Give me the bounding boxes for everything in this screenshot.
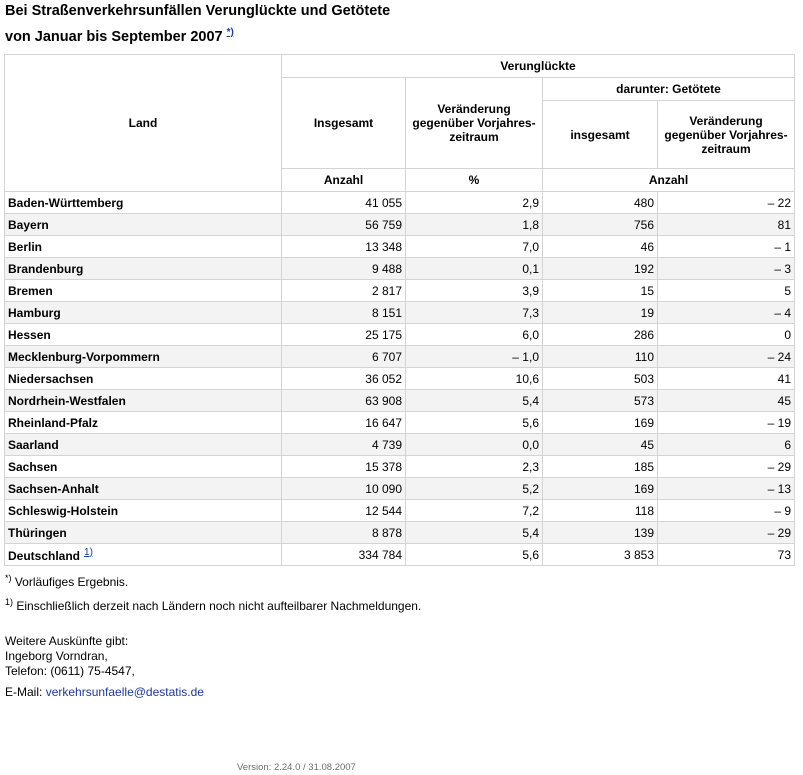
cell-land-value: Mecklenburg-Vorpommern (8, 349, 160, 364)
table-row (5, 280, 795, 302)
cell-insgesamt (282, 192, 406, 214)
cell-veraenderung-value: 5,2 (522, 481, 539, 496)
header-verunglueckte: Verunglückte (282, 55, 795, 78)
contact-info (5, 634, 204, 700)
cell-getoetete-veraenderung-value: – 3 (774, 261, 791, 276)
cell-getoetete-veraenderung-value: 81 (777, 217, 791, 232)
cell-land-value: Saarland (8, 437, 59, 452)
table-body (5, 192, 795, 566)
cell-land-value: Bremen (8, 283, 53, 298)
cell-getoetete-value: 192 (633, 261, 654, 276)
table-row (5, 258, 795, 280)
cell-getoetete-veraenderung (658, 478, 795, 500)
cell-veraenderung-value: 2,3 (522, 459, 539, 474)
cell-veraenderung-value: 1,8 (522, 217, 539, 232)
table-row-total (5, 544, 795, 566)
table-row (5, 324, 795, 346)
cell-getoetete-value: 110 (634, 349, 654, 364)
cell-veraenderung-value: 0,0 (522, 437, 539, 452)
footnotes (5, 568, 421, 616)
cell-getoetete-veraenderung (658, 522, 795, 544)
title-line-1: Bei Straßenverkehrsunfällen Verunglückte und Getötete (5, 3, 391, 19)
cell-getoetete-veraenderung-value: 5 (784, 283, 791, 298)
cell-land (5, 324, 282, 346)
cell-getoetete-value: 169 (633, 415, 654, 430)
cell-insgesamt-value: 6 707 (371, 349, 402, 364)
cell-insgesamt-value: 41 055 (365, 195, 402, 210)
cell-getoetete-veraenderung (658, 346, 795, 368)
cell-insgesamt (282, 214, 406, 236)
contact-email-line (5, 685, 204, 700)
cell-getoetete-veraenderung-value: – 19 (767, 415, 791, 430)
cell-veraenderung-value: 3,9 (522, 283, 539, 298)
cell-land-value: Niedersachsen (8, 371, 94, 386)
cell-insgesamt-value: 10 090 (365, 481, 402, 496)
footnote-mark: *) (5, 573, 12, 583)
header-land: Land (5, 55, 282, 192)
cell-land (5, 412, 282, 434)
title-line-2: von Januar bis September 2007 (5, 28, 223, 45)
cell-veraenderung (406, 456, 543, 478)
table-row (5, 192, 795, 214)
footnote-text: Vorläufiges Ergebnis. (14, 575, 129, 589)
cell-insgesamt (282, 258, 406, 280)
cell-insgesamt (282, 478, 406, 500)
cell-veraenderung (406, 412, 543, 434)
cell-veraenderung (406, 192, 543, 214)
cell-veraenderung (406, 258, 543, 280)
footnote-1 (5, 568, 421, 592)
cell-getoetete (543, 280, 658, 302)
cell-insgesamt (282, 412, 406, 434)
cell-getoetete-veraenderung (658, 434, 795, 456)
cell-getoetete (543, 368, 658, 390)
cell-getoetete (543, 236, 658, 258)
cell-land (5, 214, 282, 236)
cell-getoetete-veraenderung-value: – 4 (774, 305, 791, 320)
cell-insgesamt (282, 544, 406, 566)
cell-land-value: Hamburg (8, 305, 61, 320)
cell-getoetete-veraenderung (658, 280, 795, 302)
table-row (5, 390, 795, 412)
header-insgesamt: Insgesamt (282, 78, 406, 169)
cell-getoetete-value: 46 (640, 239, 654, 254)
table-row (5, 368, 795, 390)
cell-insgesamt-value: 12 544 (365, 503, 402, 518)
cell-getoetete (543, 412, 658, 434)
cell-insgesamt-value: 13 348 (365, 239, 402, 254)
cell-veraenderung-value: 6,0 (522, 327, 539, 342)
cell-getoetete-veraenderung-value: 41 (777, 371, 791, 386)
cell-getoetete-value: 185 (633, 459, 654, 474)
cell-veraenderung (406, 368, 543, 390)
cell-getoetete-veraenderung-value: – 24 (767, 349, 791, 364)
cell-land (5, 500, 282, 522)
cell-getoetete (543, 346, 658, 368)
page-title (5, 1, 390, 48)
cell-getoetete-veraenderung (658, 258, 795, 280)
cell-veraenderung-value: 5,4 (522, 393, 539, 408)
header-darunter-getoetete: darunter: Getötete (543, 78, 795, 101)
cell-insgesamt (282, 280, 406, 302)
cell-insgesamt (282, 390, 406, 412)
cell-getoetete-value: 756 (633, 217, 654, 232)
table-row (5, 236, 795, 258)
cell-getoetete-veraenderung-value: 45 (777, 393, 791, 408)
cell-land-value: Rheinland-Pfalz (8, 415, 99, 430)
cell-veraenderung (406, 302, 543, 324)
cell-insgesamt (282, 456, 406, 478)
cell-land (5, 544, 282, 566)
cell-getoetete-veraenderung (658, 214, 795, 236)
cell-getoetete (543, 544, 658, 566)
cell-getoetete-veraenderung (658, 390, 795, 412)
unit-anzahl: Anzahl (282, 169, 406, 192)
cell-insgesamt-value: 8 151 (371, 305, 402, 320)
cell-veraenderung-value: 0,1 (522, 261, 539, 276)
cell-land (5, 478, 282, 500)
cell-getoetete-veraenderung (658, 236, 795, 258)
cell-insgesamt (282, 346, 406, 368)
cell-veraenderung-value: 10,6 (515, 371, 539, 386)
cell-getoetete-value: 15 (640, 283, 654, 298)
table-row (5, 500, 795, 522)
cell-insgesamt-value: 8 878 (371, 525, 402, 540)
cell-land-value: Sachsen-Anhalt (8, 481, 99, 496)
cell-veraenderung (406, 478, 543, 500)
cell-insgesamt-value: 334 784 (358, 547, 402, 562)
email-label: E-Mail: (5, 685, 43, 699)
cell-veraenderung (406, 280, 543, 302)
cell-land (5, 192, 282, 214)
cell-insgesamt-value: 16 647 (365, 415, 402, 430)
unit-percent: % (406, 169, 543, 192)
cell-getoetete-value: 503 (633, 371, 654, 386)
cell-getoetete-value: 19 (640, 305, 654, 320)
header-veraenderung: Veränderung gegenüber Vorjahres-zeitraum (406, 78, 543, 169)
cell-getoetete-veraenderung-value: – 29 (767, 525, 791, 540)
cell-land (5, 258, 282, 280)
cell-getoetete-value: 480 (633, 195, 654, 210)
cell-veraenderung-value: 2,9 (522, 195, 539, 210)
cell-insgesamt-value: 15 378 (365, 459, 402, 474)
cell-getoetete-veraenderung (658, 544, 795, 566)
cell-veraenderung (406, 434, 543, 456)
cell-insgesamt (282, 522, 406, 544)
cell-insgesamt-value: 36 052 (365, 371, 402, 386)
cell-getoetete (543, 324, 658, 346)
cell-getoetete-value: 3 853 (623, 547, 654, 562)
cell-getoetete-veraenderung-value: 0 (784, 327, 791, 342)
table-row (5, 456, 795, 478)
cell-land (5, 456, 282, 478)
cell-getoetete-veraenderung-value: 6 (784, 437, 791, 452)
cell-land (5, 434, 282, 456)
cell-getoetete-veraenderung-value: 73 (777, 547, 791, 562)
cell-insgesamt-value: 2 817 (371, 283, 402, 298)
cell-getoetete (543, 390, 658, 412)
cell-getoetete (543, 478, 658, 500)
cell-veraenderung-value: 7,2 (522, 503, 539, 518)
cell-veraenderung (406, 544, 543, 566)
cell-getoetete-veraenderung-value: – 13 (767, 481, 791, 496)
cell-veraenderung (406, 390, 543, 412)
cell-veraenderung (406, 522, 543, 544)
cell-getoetete-veraenderung (658, 302, 795, 324)
cell-insgesamt (282, 302, 406, 324)
cell-land-value: Thüringen (8, 525, 67, 540)
cell-veraenderung-value: 5,4 (522, 525, 539, 540)
cell-land (5, 236, 282, 258)
table-row (5, 302, 795, 324)
cell-veraenderung-value: 7,0 (522, 239, 539, 254)
cell-getoetete-veraenderung-value: – 22 (767, 195, 791, 210)
cell-getoetete-veraenderung (658, 324, 795, 346)
cell-getoetete-veraenderung (658, 412, 795, 434)
cell-insgesamt-value: 9 488 (371, 261, 402, 276)
cell-land (5, 522, 282, 544)
cell-land-value: Baden-Württemberg (8, 195, 124, 210)
table-row (5, 412, 795, 434)
cell-veraenderung (406, 214, 543, 236)
cell-land (5, 346, 282, 368)
cell-veraenderung-value: – 1,0 (512, 349, 539, 364)
header-getoetete-insgesamt: insgesamt (543, 101, 658, 169)
cell-getoetete-veraenderung (658, 192, 795, 214)
version-text: Version: 2.24.0 / 31.08.2007 (237, 762, 356, 773)
cell-getoetete (543, 522, 658, 544)
footnote-2 (5, 592, 421, 616)
cell-insgesamt-value: 4 739 (371, 437, 402, 452)
footnote-mark: 1) (5, 597, 14, 607)
table-row (5, 214, 795, 236)
cell-getoetete-veraenderung-value: – 9 (774, 503, 791, 518)
cell-land-value: Deutschland (8, 548, 81, 563)
accident-table (4, 54, 795, 566)
table-row (5, 346, 795, 368)
contact-phone: Telefon: (0611) 75-4547, (5, 664, 135, 678)
cell-land-value: Berlin (8, 239, 43, 254)
cell-getoetete-veraenderung-value: – 29 (767, 459, 791, 474)
cell-land-value: Brandenburg (8, 261, 84, 276)
cell-insgesamt-value: 63 908 (365, 393, 402, 408)
cell-land-value: Nordrhein-Westfalen (8, 393, 126, 408)
cell-land (5, 302, 282, 324)
cell-getoetete-value: 169 (633, 481, 654, 496)
cell-land (5, 280, 282, 302)
cell-getoetete-value: 286 (633, 327, 654, 342)
cell-land (5, 390, 282, 412)
title-footnote-link[interactable]: *) (226, 27, 234, 38)
cell-land (5, 368, 282, 390)
unit-anzahl-getoetete: Anzahl (543, 169, 795, 192)
cell-insgesamt-value: 56 759 (365, 217, 402, 232)
cell-getoetete (543, 214, 658, 236)
table-row (5, 478, 795, 500)
cell-getoetete-value: 118 (634, 503, 654, 518)
cell-veraenderung (406, 324, 543, 346)
cell-getoetete (543, 258, 658, 280)
cell-insgesamt-value: 25 175 (365, 327, 402, 342)
cell-land-value: Schleswig-Holstein (8, 503, 119, 518)
cell-getoetete-veraenderung (658, 368, 795, 390)
cell-land-value: Hessen (8, 327, 51, 342)
cell-veraenderung-value: 7,3 (522, 305, 539, 320)
cell-insgesamt (282, 368, 406, 390)
cell-insgesamt (282, 500, 406, 522)
cell-getoetete-value: 139 (633, 525, 654, 540)
cell-getoetete-value: 573 (633, 393, 654, 408)
table-row (5, 522, 795, 544)
header-getoetete-veraenderung: Veränderung gegenüber Vorjahres-zeitraum (658, 101, 795, 169)
cell-veraenderung (406, 500, 543, 522)
cell-getoetete-veraenderung (658, 456, 795, 478)
cell-getoetete (543, 434, 658, 456)
cell-veraenderung-value: 5,6 (522, 547, 539, 562)
cell-veraenderung (406, 236, 543, 258)
cell-insgesamt (282, 236, 406, 258)
cell-getoetete (543, 500, 658, 522)
cell-getoetete (543, 456, 658, 478)
cell-getoetete-veraenderung (658, 500, 795, 522)
total-footnote-link[interactable]: 1) (84, 546, 93, 558)
cell-insgesamt (282, 324, 406, 346)
cell-getoetete (543, 302, 658, 324)
cell-getoetete-veraenderung-value: – 1 (774, 239, 791, 254)
cell-land-value: Bayern (8, 217, 49, 232)
cell-land-value: Sachsen (8, 459, 58, 474)
contact-name: Ingeborg Vorndran, (5, 649, 108, 663)
contact-heading: Weitere Auskünfte gibt: (5, 634, 129, 648)
cell-insgesamt (282, 434, 406, 456)
email-link[interactable]: verkehrsunfaelle@destatis.de (45, 685, 204, 699)
footnote-text: Einschließlich derzeit nach Ländern noch nicht aufteilbarer Nachmeldungen. (16, 599, 422, 613)
cell-veraenderung-value: 5,6 (522, 415, 539, 430)
table-row (5, 434, 795, 456)
cell-getoetete (543, 192, 658, 214)
cell-veraenderung (406, 346, 543, 368)
cell-getoetete-value: 45 (640, 437, 654, 452)
